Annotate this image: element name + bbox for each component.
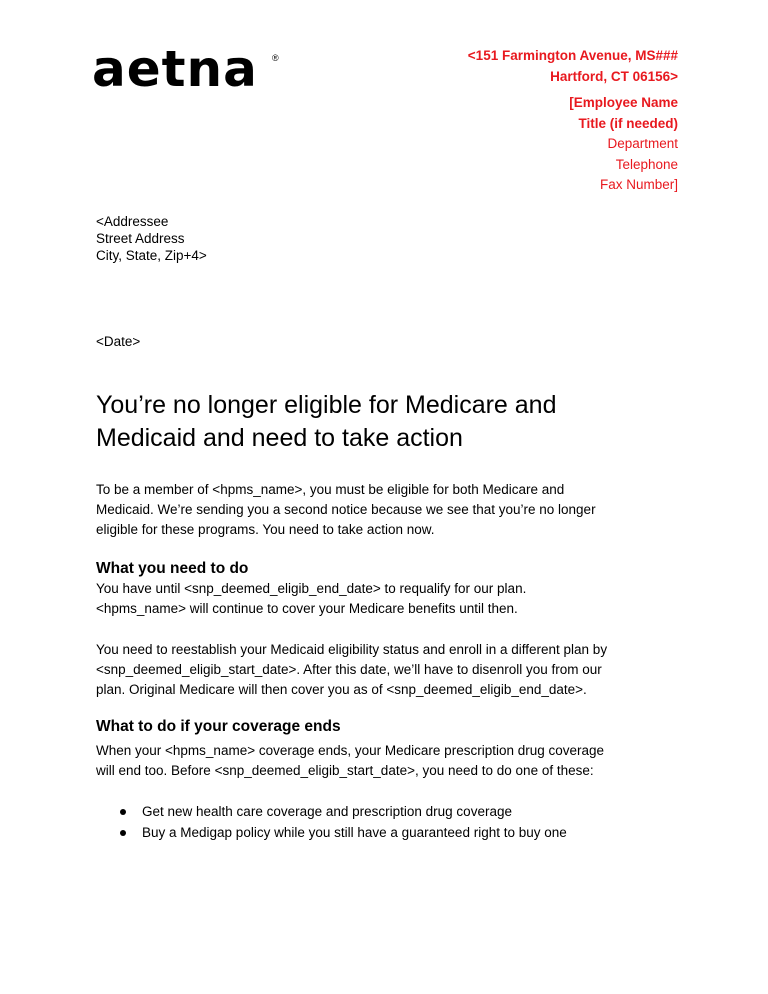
letter-date: <Date> xyxy=(96,334,141,349)
logo-wordmark: aetna xyxy=(92,40,258,98)
section1-para1-line2: <hpms_name> will continue to cover your Medicare benefits until then. xyxy=(96,601,518,616)
addressee-line3: City, State, Zip+4> xyxy=(96,248,207,263)
bullet-icon xyxy=(120,809,126,815)
section1-para2-line3: plan. Original Medicare will then cover you as of <snp_deemed_eligib_end_date>. xyxy=(96,682,587,697)
intro-line2: Medicaid. We’re sending you a second notice because we see that you’re no longer xyxy=(96,502,596,517)
addressee-line2: Street Address xyxy=(96,231,185,246)
section1-para2-line2: <snp_deemed_eligib_start_date>. After this date, we’ll have to disenroll you from our xyxy=(96,662,602,677)
section-heading-coverage-ends: What to do if your coverage ends xyxy=(96,718,341,735)
intro-paragraph xyxy=(96,480,686,540)
registered-mark: ® xyxy=(272,53,279,63)
sender-block xyxy=(468,46,678,196)
section-heading-what-you-need-to-do: What you need to do xyxy=(96,560,249,577)
employee-title: Title (if needed) xyxy=(578,115,678,131)
list-item xyxy=(120,801,567,822)
intro-line1: To be a member of <hpms_name>, you must be eligible for both Medicare and xyxy=(96,482,565,497)
bullet-icon xyxy=(120,830,126,836)
employee-name: [Employee Name xyxy=(569,95,678,110)
department: Department xyxy=(607,136,678,151)
section1-paragraph1 xyxy=(96,579,686,619)
aetna-logo xyxy=(92,40,282,98)
section1-para2-line1: You need to reestablish your Medicaid eligibility status and enroll in a different plan by xyxy=(96,642,608,657)
title-line2: Medicaid and need to take action xyxy=(96,424,463,452)
options-list xyxy=(120,801,567,843)
section2-para-line2: will end too. Before <snp_deemed_eligib_start_date>, you need to do one of these: xyxy=(96,763,594,778)
list-item xyxy=(120,822,567,843)
section1-para1-line1: You have until <snp_deemed_eligib_end_date> to requalify for our plan. xyxy=(96,581,527,596)
intro-line3: eligible for these programs. You need to take action now. xyxy=(96,522,435,537)
telephone: Telephone xyxy=(615,156,678,172)
section2-paragraph xyxy=(96,741,686,781)
fax-number: Fax Number] xyxy=(599,177,678,192)
sender-address-line2: Hartford, CT 06156> xyxy=(550,68,678,84)
title-line1: You’re no longer eligible for Medicare and xyxy=(96,391,557,419)
sender-address-line1: <151 Farmington Avenue, MS### xyxy=(467,48,678,63)
addressee-block xyxy=(96,213,207,264)
addressee-line1: <Addressee xyxy=(96,214,169,229)
list-item-text: Buy a Medigap policy while you still have a guaranteed right to buy one xyxy=(142,825,567,840)
date-block xyxy=(96,333,140,350)
section2-para-line1: When your <hpms_name> coverage ends, your Medicare prescription drug coverage xyxy=(96,743,605,758)
page-title xyxy=(96,389,696,455)
section1-paragraph2 xyxy=(96,640,686,700)
list-item-text: Get new health care coverage and prescription drug coverage xyxy=(142,804,512,819)
